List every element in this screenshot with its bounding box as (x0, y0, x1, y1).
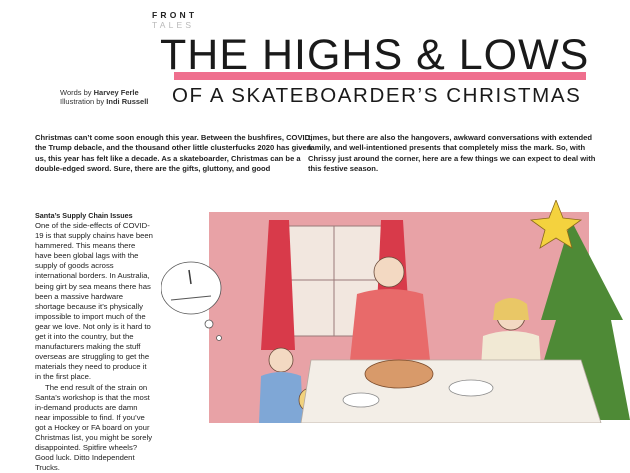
intro-paragraph-right: times, but there are also the hangovers, awkward conversations with extended family, and well-intentioned presents that completely miss the mark. So, with Chrissy just around the corner, here are a few things we can expect to deal with this festive season. (308, 133, 600, 175)
carving-man (349, 289, 431, 370)
illustrator-credit (60, 97, 148, 106)
section-sublabel: TALES (152, 20, 194, 30)
body-paragraph: One of the side-effects of COVID-19 is that supply chains have been hammered. This means there have been global lags with the supply of goods across international borders. In Australia, being girt by sea means there has been a massive hardware shortage because it’s physically impossible to import much of the gear we love. Not only is it hard to get it into the country, but the manufacturers making the stuff overseas are struggling to get the materials they need to produce it in the first place. (35, 221, 153, 383)
intro-paragraph-left: Christmas can’t come soon enough this year. Between the bushfires, COVID, the Trump debacle, and the thousand other little clusterfucks 2020 has given us, this year has felt like a decade. As a skateboarder, Christmas can be a double-edged sword. Sure, there are the gifts, gluttony, and good (35, 133, 315, 175)
author-name: Harvey Ferle (94, 88, 139, 97)
guest-left (259, 372, 303, 423)
body-paragraph: The end result of the strain on Santa’s workshop is that the most in-demand products are damn near impossible to find. If you’ve got a Hockey or FA board on your Christmas list, you might be sorely disappointed. Spitfire wheels? Good luck. Ditto Independent Trucks. (35, 383, 153, 473)
headline-subtitle: OF A SKATEBOARDER’S CHRISTMAS (172, 86, 581, 107)
article-body (35, 221, 153, 473)
author-credit (60, 88, 139, 97)
section-label: FRONT (152, 10, 197, 20)
thought-bubble (161, 262, 221, 314)
illustrator-name: Indi Russell (106, 97, 148, 106)
headline-title: THE HIGHS & LOWS (160, 34, 589, 77)
illustration-label: Illustration by (60, 97, 104, 106)
words-label: Words by (60, 88, 92, 97)
roast-turkey (365, 360, 433, 388)
article-subheading: Santa’s Supply Chain Issues (35, 211, 133, 220)
christmas-dinner-illustration (161, 200, 630, 423)
